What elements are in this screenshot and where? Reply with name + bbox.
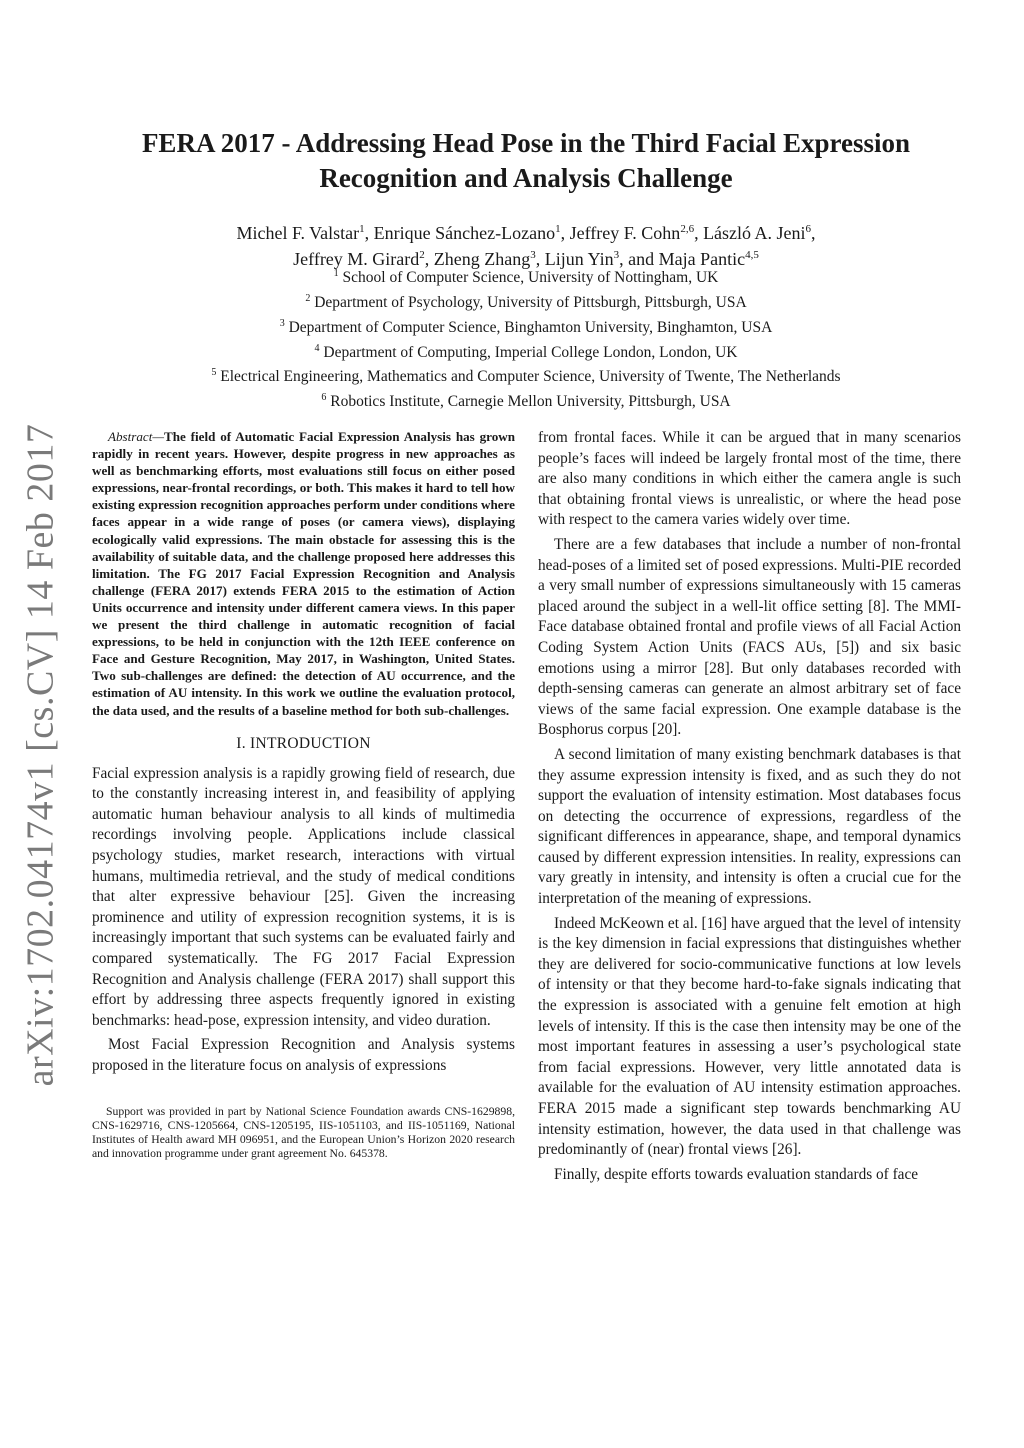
author: Maja Pantic$^{4,5}$ [658,249,759,269]
intro-paragraph-continued: from frontal faces. While it can be argued that in many scenarios people’s faces will indeed be largely frontal most of the time, there are also many conditions in which either the camera angle is such that obtaining frontal views is unrealistic, or where the head pose with respect to the camera varies widely over time. [538,429,961,529]
abstract [92,428,515,719]
affiliation: $^4$ Department of Computing, Imperial College London, London, UK [314,342,738,361]
intro-paragraph-2: Most Facial Expression Recognition and Analysis systems proposed in the literature focus on analysis of expressions [92,1036,515,1074]
intro-paragraph-finally: Finally, despite efforts towards evaluation standards of face [554,1165,919,1183]
affiliation: $^3$ Department of Computer Science, Binghamton University, Binghamton, USA [279,317,773,336]
funding-footnote: Support was provided in part by National Science Foundation awards CNS-1629898, CNS-1629716, CNS-1205664, CNS-1205195, IIS-1051103, and IIS-1051169, National Institutes of Health award MH 096951, and the European Union’s Horizon 2020 research and innovation programme under grant agreement No. 645378. [92,1104,515,1161]
intro-paragraph-1: Facial expression analysis is a rapidly growing field of research, due to the constantly increasing interest in, and feasibility of applying automatic human behaviour analysis to all kinds of multimedia recordings involving people. Applications include classical psychology studies, market research, interactions with virtual humans, multimedia retrieval, and the study of medical conditions that alter expressive behaviour [25]. Given the increasing prominence and utility of expression recognition systems, it is is increasingly important that such systems can be evaluated fairly and compared systematically. The FG 2017 Facial Expression Recognition and Analysis challenge (FERA 2017) shall support this effort by addressing three aspects frequently ignored in existing benchmarks: head-pose, expression intensity, and video duration. [92,764,515,1029]
author: Jeffrey M. Girard$^2$, [293,249,434,269]
affiliation: $^2$ Department of Psychology, University of Pittsburgh, Pittsburgh, USA [305,292,747,312]
left-column [92,428,515,1161]
abstract-text: The field of Automatic Facial Expression Analysis has grown rapidly in recent years. However, despite progress in new approaches as well as benchmarking efforts, most evaluations still focus on either posed expressions, near-frontal recordings, or both. This makes it hard to tell how existing expression recognition approaches perform under conditions where faces appear in a wide range of poses (or camera views), displaying ecologically valid expressions. The main obstacle for assessing this is the availability of suitable data, and the challenge proposed here addresses this limitation. The FG 2017 Facial Expression Recognition and Analysis challenge (FERA 2017) extends FERA 2015 to the estimation of Action Units occurrence and intensity under different camera views. In this paper we present the third challenge in automatic recognition of facial expressions, to be held in conjunction with the 12th IEEE conference on Face and Gesture Recognition, May 2017, in Washington, United States. Two sub-challenges are defined: the detection of AU occurrence, and the estimation of AU intensity. In this work we outline the evaluation protocol, the data used, and the results of a baseline method for both sub-challenges. [92,429,515,718]
author: Jeffrey F. Cohn$^{2,6}$, [569,223,704,243]
affiliation: $^6$ Robotics Institute, Carnegie Mellon University, Pittsburgh, USA [321,392,731,411]
section-heading-introduction: I. INTRODUCTION [236,734,371,752]
footnote-separator [92,1077,515,1105]
arxiv-identifier-text: arXiv:1702.04174v1 [cs.CV] 14 Feb 2017 [19,423,61,1087]
right-column [538,428,961,1185]
author: Lijun Yin$^3$, and [544,249,659,269]
affiliation: $^1$ School of Computer Science, University of Nottingham, UK [333,268,719,287]
author: László A. Jeni$^6$, [703,223,816,243]
abstract-lead: Abstract— [108,429,165,444]
paper-title-line-1: FERA 2017 - Addressing Head Pose in the Third Facial Expression [141,128,911,158]
intro-paragraph-intensity: A second limitation of many existing benchmark databases is that they assume expression intensity is fixed, and as such they do not support the evaluation of intensity estimation. Most databases focus on detecting the occurrence of expressions, regardless of the significant differences in appearance, shape, and temporal dynamics caused by different expression intensities. In reality, expressions can vary greatly in intensity, and intensity is often a crucial cue for the interpretation of the meaning of expressions. [538,745,961,908]
author: Zheng Zhang$^3$, [433,249,545,269]
intro-paragraph-mckeown: Indeed McKeown et al. [16] have argued that the level of intensity is the key dimension in facial expressions that distinguishes whether they are delivered for socio-communicative functions at low levels of intensity or that they become hard-to-fake signals indicating that the expression is associated with a genuine felt emotion at high levels of intensity. If this is the case then intensity may be one of the most important features in assessing a user’s psychological state from facial expressions. However, very little annotated data is available for the evaluation of AU intensity estimation approaches. FERA 2015 made a significant step towards benchmarking AU intensity estimation, however, the data used in that challenge was predominantly of (near) frontal views [26]. [538,914,961,1159]
author-list [90,218,962,270]
affiliation-list [90,264,962,413]
paper-title [90,126,962,196]
author: Michel F. Valstar$^1$, [236,223,374,243]
arxiv-identifier-stamp [18,423,62,1087]
paper-title-line-2: Recognition and Analysis Challenge [319,163,733,193]
affiliation: $^5$ Electrical Engineering, Mathematics and Computer Science, University of Twente, The Netherlands [211,367,841,386]
intro-paragraph-databases: There are a few databases that include a number of non-frontal head-poses of a limited set of posed expressions. Multi-PIE recorded a very small number of expressions simultaneously with 15 cameras placed around the subject in a well-lit office setting [8]. The MMI-Face database obtained frontal and profile views of all Facial Action Coding System Action Units (FACS AUs, [5]) and six basic emotions using a mirror [28]. But only databases recorded with depth-sensing cameras can generate an almost arbitrary set of face views of the same facial expression. One example database is the Bosphorus corpus [20]. [538,535,961,739]
author: Enrique Sánchez-Lozano$^1$, [373,223,570,243]
